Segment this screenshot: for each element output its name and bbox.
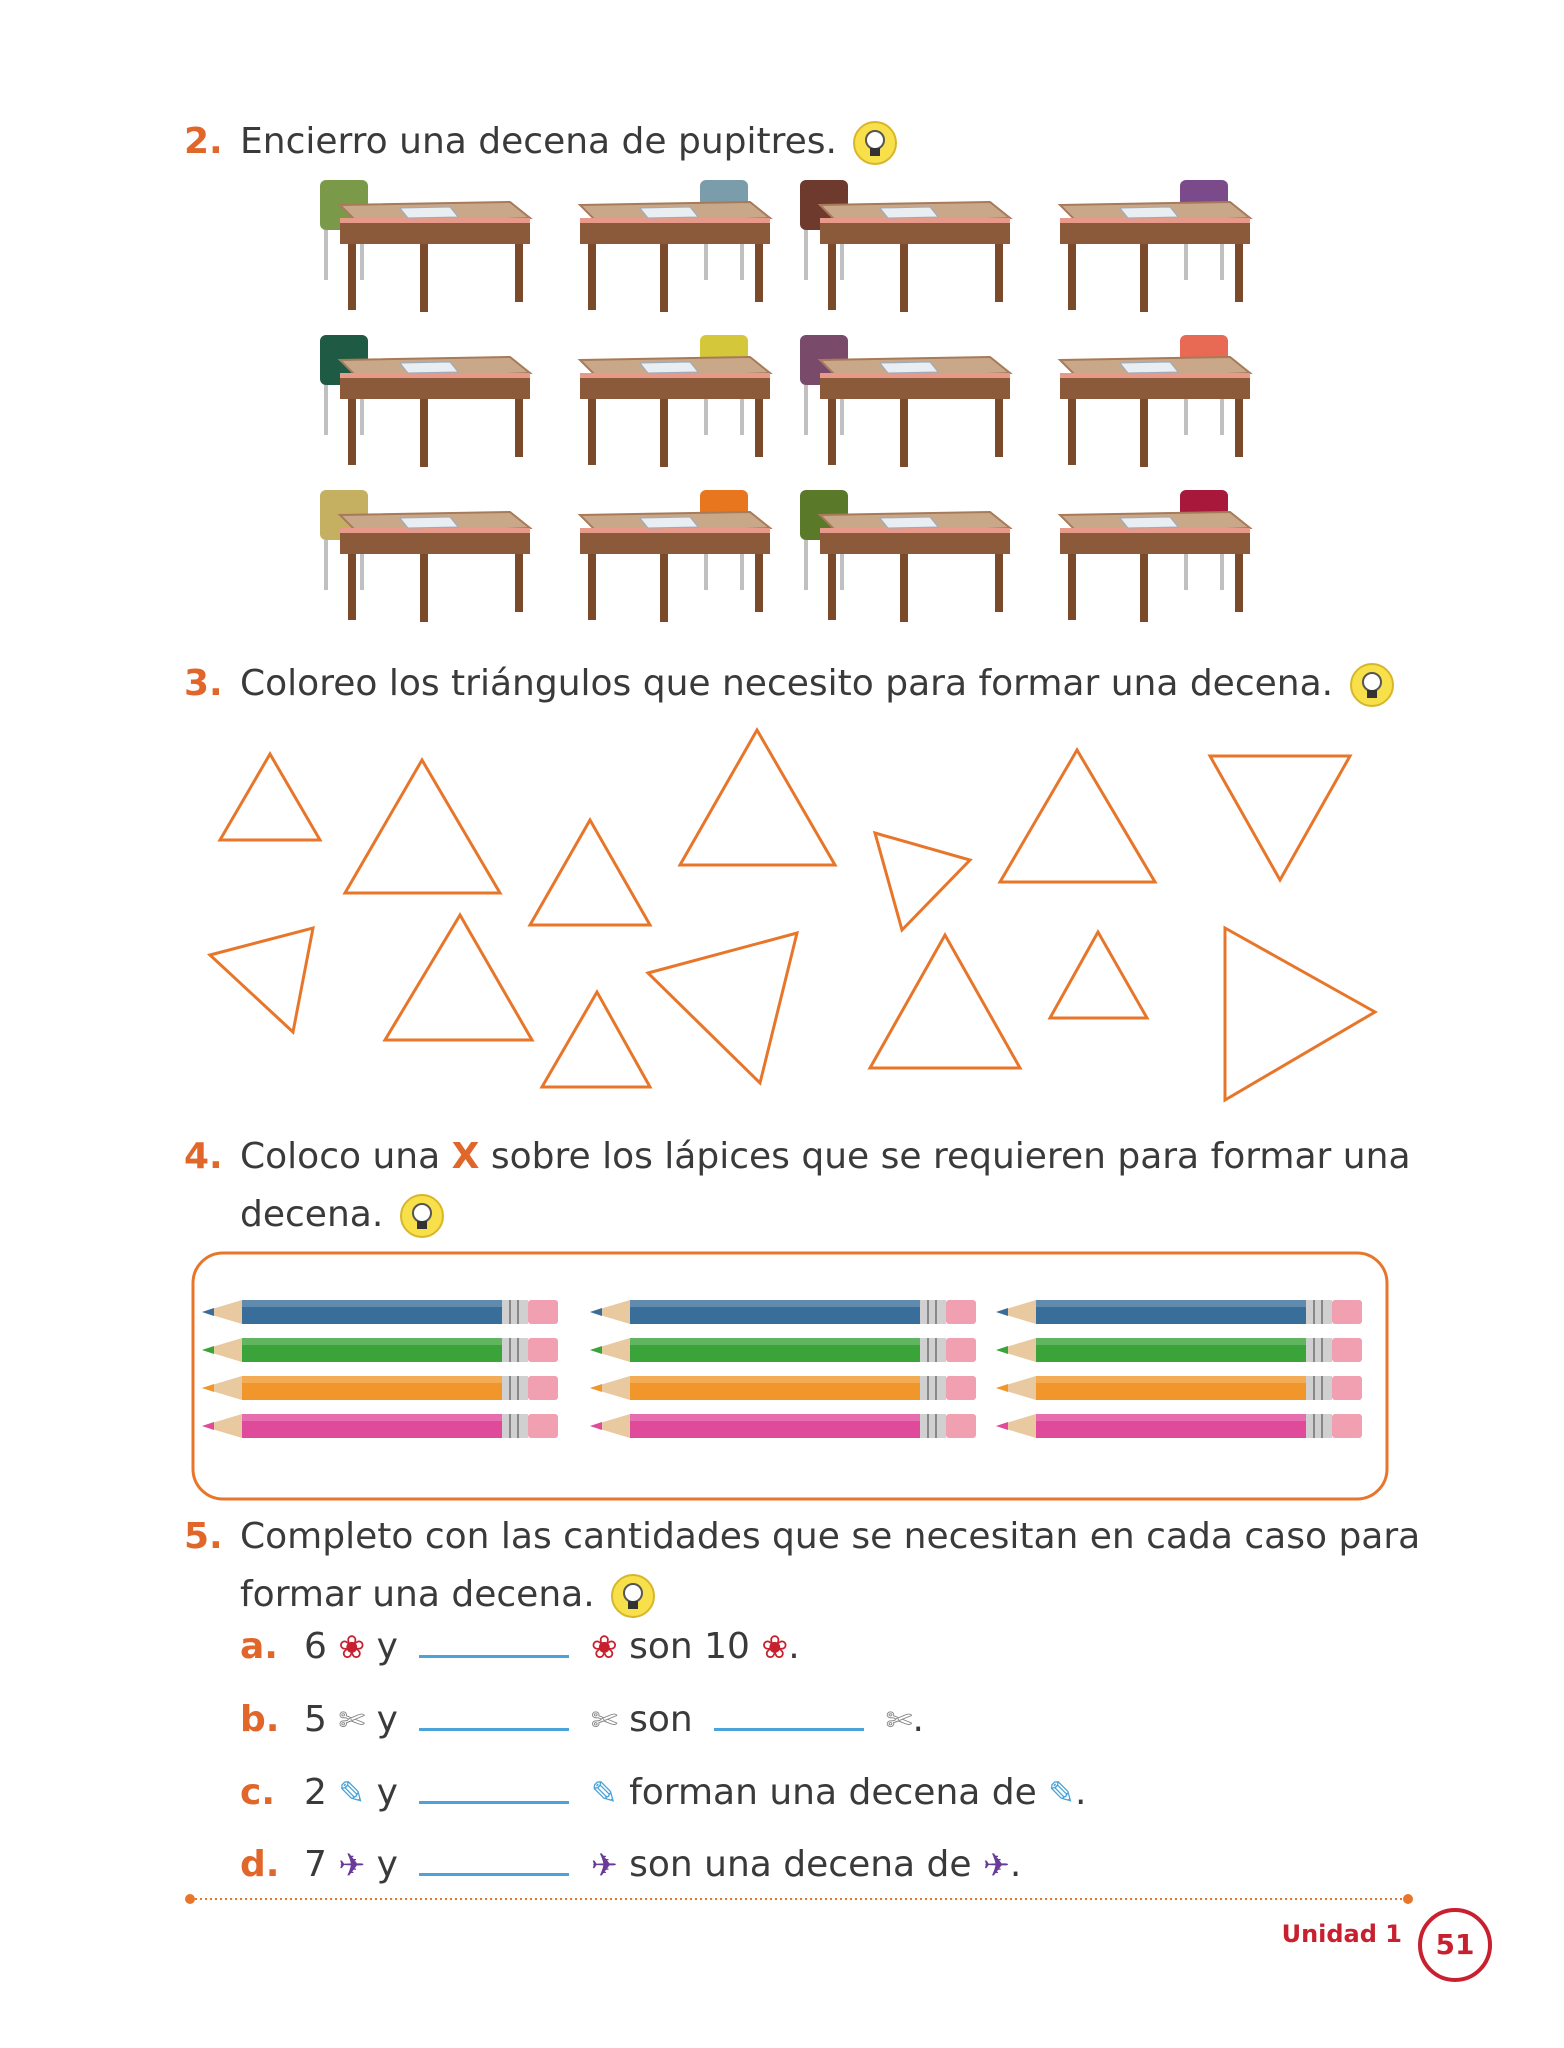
answer-blank[interactable]: [714, 1698, 864, 1731]
word-y: y: [376, 1699, 398, 1740]
exercise-number: 7: [304, 1844, 327, 1885]
unit-label: Unidad 1: [1281, 1920, 1402, 1948]
exercise-c: [240, 1771, 1086, 1813]
period: .: [1009, 1844, 1022, 1885]
pencil-icon: ✎: [338, 1774, 366, 1812]
scissors-icon: ✄: [590, 1701, 618, 1739]
exercise-b: [240, 1698, 924, 1740]
pencil-icon: ✎: [1048, 1774, 1076, 1812]
period: .: [912, 1699, 924, 1740]
answer-blank[interactable]: [419, 1843, 569, 1876]
footer-divider: [184, 1893, 1414, 1905]
exercise-number: 6: [304, 1626, 327, 1667]
airplane-icon: ✈: [983, 1846, 1010, 1884]
question-text-before: Coloco una: [240, 1136, 441, 1177]
word-y: y: [376, 1626, 398, 1667]
triangle[interactable]: [870, 935, 1020, 1068]
question-number: 3.: [184, 663, 223, 704]
pencil[interactable]: [590, 1376, 976, 1400]
triangle[interactable]: [875, 833, 970, 930]
word-y: y: [376, 1844, 398, 1885]
exercise-text: son: [629, 1699, 693, 1740]
exercise-d: [240, 1843, 1021, 1885]
pencil[interactable]: [996, 1414, 1362, 1438]
answer-blank[interactable]: [419, 1771, 569, 1804]
triangle[interactable]: [385, 915, 532, 1040]
exercise-number: 2: [304, 1772, 327, 1813]
pencil[interactable]: [590, 1300, 976, 1324]
answer-blank[interactable]: [419, 1698, 569, 1731]
pencil[interactable]: [590, 1414, 976, 1438]
period: .: [788, 1626, 800, 1667]
page-number: 51: [1418, 1908, 1492, 1982]
flower-icon: ❀: [761, 1628, 789, 1666]
triangle[interactable]: [1000, 750, 1155, 882]
question-text-line2: decena.: [240, 1194, 384, 1235]
exercise-text: son 10: [629, 1626, 750, 1667]
triangle[interactable]: [345, 760, 500, 893]
word-y: y: [376, 1772, 398, 1813]
exercise-label: a.: [240, 1626, 278, 1667]
pencil-icon: ✎: [590, 1774, 618, 1812]
question-text-after: sobre los lápices que se requieren para formar una: [490, 1136, 1411, 1177]
exercise-label: d.: [240, 1844, 280, 1885]
pencils-box: [190, 1250, 1390, 1502]
triangle[interactable]: [1225, 928, 1375, 1100]
triangle[interactable]: [1210, 756, 1350, 880]
question-text-line2: formar una decena.: [240, 1574, 595, 1615]
question-4: [184, 1128, 1411, 1244]
pencil[interactable]: [996, 1338, 1362, 1362]
exercise-a: [240, 1625, 800, 1667]
exercise-text: forman una decena de: [629, 1772, 1037, 1813]
flower-icon: ❀: [338, 1628, 366, 1666]
period: .: [1075, 1772, 1087, 1813]
pencil[interactable]: [202, 1376, 558, 1400]
triangle[interactable]: [648, 933, 797, 1083]
exercise-number: 5: [304, 1699, 327, 1740]
answer-blank[interactable]: [419, 1625, 569, 1658]
question-number: 4.: [184, 1136, 223, 1177]
pencil[interactable]: [590, 1338, 976, 1362]
triangle[interactable]: [220, 754, 320, 840]
exercise-text: son una decena de: [629, 1844, 972, 1885]
scissors-icon: ✄: [885, 1701, 913, 1739]
airplane-icon: ✈: [590, 1846, 618, 1884]
question-text: Coloreo los triángulos que necesito para formar una decena.: [240, 663, 1334, 704]
pencil[interactable]: [996, 1376, 1362, 1400]
exercise-label: c.: [240, 1772, 276, 1813]
scissors-icon: ✄: [338, 1701, 366, 1739]
triangle[interactable]: [210, 928, 313, 1032]
question-text-line1: Completo con las cantidades que se necesitan en cada caso para: [240, 1516, 1421, 1557]
question-number: 2.: [184, 121, 223, 162]
pencil[interactable]: [996, 1300, 1362, 1324]
pencil[interactable]: [202, 1414, 558, 1438]
pencil[interactable]: [202, 1300, 558, 1324]
triangle[interactable]: [680, 730, 835, 865]
triangle[interactable]: [542, 992, 650, 1087]
pencil[interactable]: [202, 1338, 558, 1362]
question-text: Encierro una decena de pupitres.: [240, 121, 837, 162]
triangle[interactable]: [530, 820, 650, 925]
question-5: [184, 1508, 1420, 1624]
x-mark: X: [451, 1136, 480, 1177]
exercise-label: b.: [240, 1699, 280, 1740]
question-number: 5.: [184, 1516, 223, 1557]
triangle[interactable]: [1050, 932, 1147, 1018]
flower-icon: ❀: [590, 1628, 618, 1666]
lightbulb-icon: [610, 1573, 656, 1619]
lightbulb-icon: [399, 1193, 445, 1239]
airplane-icon: ✈: [338, 1846, 366, 1884]
